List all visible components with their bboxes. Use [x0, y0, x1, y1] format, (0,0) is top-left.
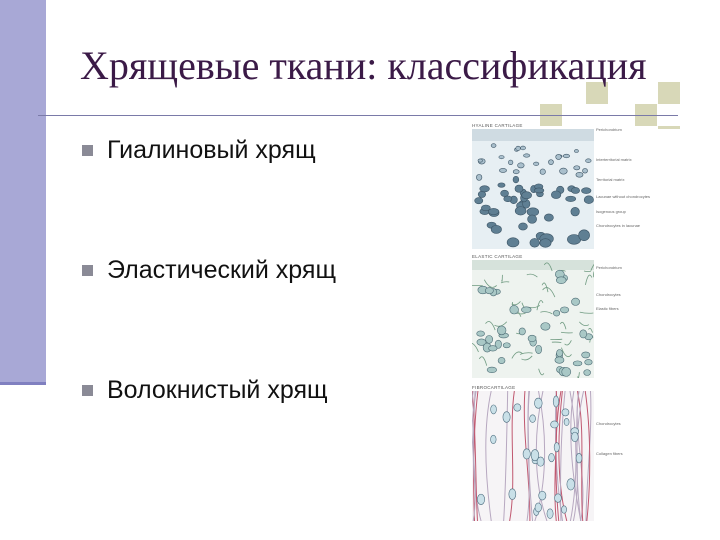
chondrocyte-cell [571, 207, 580, 216]
chondrocyte-cell [499, 168, 506, 172]
bullet-text: Эластический хрящ [107, 256, 337, 284]
chondrocyte-cell [523, 154, 529, 157]
chondrocyte-cell [508, 160, 513, 165]
chondrocyte-cell [581, 188, 591, 194]
chondrocyte-cell [498, 183, 505, 187]
chondrocyte-cell [584, 370, 591, 376]
chondrocyte-cell [515, 185, 523, 192]
label: Elastic fibers [596, 306, 619, 311]
chondrocyte-cell [519, 223, 528, 230]
chondrocyte-cell [556, 154, 562, 159]
chondrocyte-cell [540, 169, 545, 175]
chondrocyte-cell [487, 367, 497, 373]
bullet-fibrous [82, 376, 328, 405]
chondrocyte-cell [585, 359, 593, 365]
chondrocyte-cell [478, 159, 483, 162]
chondrocyte-cell [499, 156, 504, 159]
chondrocyte-cell [574, 150, 578, 153]
figure-fibrocartilage [472, 384, 594, 526]
chondrocyte-cell [491, 225, 501, 233]
chondrocyte-cell [571, 187, 579, 193]
chondrocyte-cell [582, 352, 590, 358]
chondrocyte-cell [574, 166, 580, 170]
chondrocyte-cell [477, 494, 484, 505]
figure-heading: ELASTIC CARTILAGE [472, 254, 523, 259]
chondrocyte-cell [564, 418, 569, 425]
chondrocyte-cell [503, 412, 510, 423]
label: Perichondrium [596, 127, 622, 132]
bullet-square-icon [82, 385, 93, 396]
title-divider [38, 115, 678, 116]
figure-elastic [472, 253, 594, 383]
chondrocyte-cell [509, 489, 516, 500]
chondrocyte-cell [541, 323, 550, 331]
label: Perichondrium [596, 265, 622, 270]
chondrocyte-cell [477, 331, 485, 336]
chondrocyte-cell [563, 154, 569, 158]
label: Chondrocytes [596, 421, 621, 426]
chondrocyte-cell [475, 198, 483, 204]
chondrocyte-cell [534, 398, 542, 408]
label: Territorial matrix [596, 177, 625, 182]
chondrocyte-cell [510, 305, 519, 314]
chondrocyte-cell [497, 326, 506, 335]
elastic-illustration [472, 260, 594, 378]
chondrocyte-cell [516, 146, 521, 150]
bullet-text: Гиалиновый хрящ [107, 136, 316, 164]
chondrocyte-cell [579, 230, 590, 241]
chondrocyte-cell [476, 174, 482, 180]
chondrocyte-cell [528, 335, 536, 342]
bullet-text: Волокнистый хрящ [107, 376, 328, 404]
chondrocyte-cell [498, 357, 505, 363]
chondrocyte-cell [571, 432, 578, 442]
chondrocyte-cell [583, 168, 588, 173]
chondrocyte-cell [507, 238, 519, 247]
bullet-square-icon [82, 145, 93, 156]
hyaline-illustration [472, 129, 594, 249]
chondrocyte-cell [576, 453, 582, 463]
chondrocyte-cell [573, 361, 582, 366]
chondrocyte-cell [491, 144, 496, 148]
bullet-square-icon [82, 265, 93, 276]
chondrocyte-cell [560, 168, 568, 174]
chondrocyte-cell [530, 415, 536, 423]
chondrocyte-cell [513, 170, 519, 174]
chondrocyte-cell [548, 160, 553, 165]
chondrocyte-cell [520, 146, 525, 150]
label: Collagen fibers [596, 451, 623, 456]
label: Interterritorial matrix [596, 157, 632, 162]
chondrocyte-cell [584, 196, 593, 204]
chondrocyte-cell [571, 298, 579, 305]
chondrocyte-cell [560, 307, 568, 313]
chondrocyte-cell [555, 357, 564, 363]
chondrocyte-cell [562, 409, 569, 416]
label: Chondrocytes in lacunae [596, 223, 641, 228]
chondrocyte-cell [580, 330, 587, 338]
label: Chondrocytes [596, 292, 621, 297]
bullet-elastic [82, 256, 336, 285]
chondrocyte-cell [503, 343, 510, 348]
figure-heading: HYALINE CARTILAGE [472, 123, 523, 128]
chondrocyte-cell [489, 346, 498, 352]
chondrocyte-cell [491, 435, 497, 443]
chondrocyte-cell [514, 404, 521, 411]
chondrocyte-cell [485, 288, 493, 294]
label: Isogenous group [596, 209, 626, 214]
chondrocyte-cell [523, 449, 530, 459]
chondrocyte-cell [567, 479, 575, 490]
chondrocyte-cell [491, 405, 497, 414]
chondrocyte-cell [556, 277, 566, 284]
chondrocyte-cell [488, 208, 499, 214]
chondrocyte-cell [533, 162, 538, 165]
chondrocyte-cell [519, 328, 525, 335]
chondrocyte-cell [536, 345, 542, 353]
figure-heading: FIBROCARTILAGE [472, 385, 516, 390]
chondrocyte-cell [528, 215, 537, 223]
chondrocyte-cell [553, 396, 559, 407]
chondrocyte-cell [521, 307, 531, 313]
chondrocyte-cell [486, 335, 493, 343]
chondrocyte-cell [539, 491, 546, 500]
chondrocyte-cell [530, 238, 540, 247]
chondrocyte-cell [549, 453, 555, 461]
chondrocyte-cell [515, 207, 526, 215]
chondrocyte-cell [513, 176, 519, 183]
chondrocyte-cell [544, 214, 553, 221]
chondrocyte-cell [562, 367, 571, 376]
chondrocyte-cell [504, 196, 512, 202]
chondrocyte-cell [527, 208, 539, 216]
fibrocartilage-illustration [472, 391, 594, 521]
slide-title: Хрящевые ткани: классификация [80, 43, 647, 88]
chondrocyte-cell [522, 192, 532, 199]
chondrocyte-cell [518, 163, 525, 168]
label: Lacunae without chondrocytes [596, 194, 651, 199]
chondrocyte-cell [551, 421, 559, 428]
left-accent-bar [0, 0, 46, 385]
bullet-hyaline [82, 136, 316, 165]
chondrocyte-cell [537, 457, 544, 466]
chondrocyte-cell [586, 159, 592, 163]
chondrocyte-cell [555, 494, 562, 503]
chondrocyte-cell [561, 506, 566, 513]
figure-hyaline [472, 122, 594, 254]
chondrocyte-cell [553, 310, 559, 316]
chondrocyte-cell [576, 172, 583, 177]
chondrocyte-cell [556, 350, 562, 357]
chondrocyte-cell [480, 186, 490, 192]
chondrocyte-cell [554, 443, 559, 452]
chondrocyte-cell [535, 503, 542, 512]
chondrocyte-cell [501, 190, 509, 196]
chondrocyte-cell [547, 509, 553, 519]
chondrocyte-cell [534, 188, 544, 193]
chondrocyte-cell [566, 196, 576, 201]
chondrocyte-cell [540, 239, 551, 248]
chondrocyte-cell [551, 191, 561, 199]
